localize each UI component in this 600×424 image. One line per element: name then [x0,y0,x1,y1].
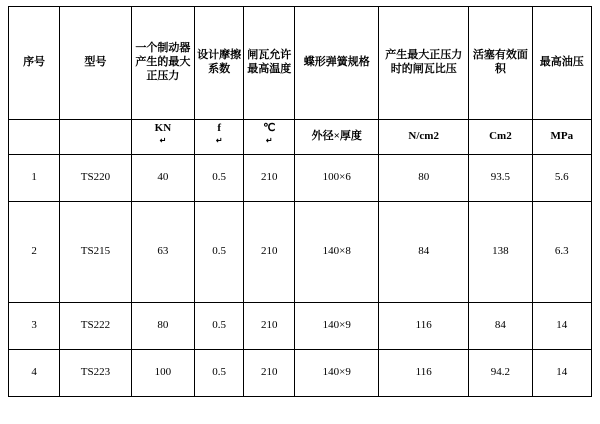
cell-area: 93.5 [469,155,532,202]
table-row [9,303,592,350]
cell-fric: 0.5 [195,155,244,202]
column-header-ratio: 产生最大正压力时的闸瓦比压 [379,7,469,120]
column-header-fric: 设计摩擦系数 [195,7,244,120]
cell-spring: 140×8 [295,202,379,303]
cell-press: 5.6 [532,155,591,202]
unit-cell-area: Cm2 [469,120,532,155]
unit-cell-spring: 外径×厚度 [295,120,379,155]
cell-spring: 140×9 [295,303,379,350]
cell-temp: 210 [244,202,295,303]
cell-temp: 210 [244,303,295,350]
column-header-press: 最高油压 [532,7,591,120]
cell-press: 6.3 [532,202,591,303]
cell-press: 14 [532,350,591,397]
cell-num: 1 [9,155,60,202]
cell-num: 4 [9,350,60,397]
cell-spring: 140×9 [295,350,379,397]
cell-num: 2 [9,202,60,303]
table-row [9,155,592,202]
cell-force: 63 [131,202,194,303]
brake-specification-table [8,6,592,397]
cell-ratio: 116 [379,303,469,350]
table-header-row-units [9,120,592,155]
table-header-row-main [9,7,592,120]
cell-fric: 0.5 [195,350,244,397]
cell-force: 40 [131,155,194,202]
cell-press: 14 [532,303,591,350]
column-header-force: 一个制动器产生的最大正压力 [131,7,194,120]
cell-ratio: 84 [379,202,469,303]
unit-cell-force: KN ↵ [131,120,194,155]
column-header-spring: 蝶形弹簧规格 [295,7,379,120]
cell-model: TS222 [60,303,132,350]
column-header-num: 序号 [9,7,60,120]
unit-cell-model [60,120,132,155]
cell-num: 3 [9,303,60,350]
unit-cell-temp: ℃ ↵ [244,120,295,155]
column-header-model: 型号 [60,7,132,120]
unit-cell-ratio: N/cm2 [379,120,469,155]
cell-temp: 210 [244,350,295,397]
unit-cell-press: MPa [532,120,591,155]
cell-model: TS220 [60,155,132,202]
unit-cell-num [9,120,60,155]
cell-fric: 0.5 [195,202,244,303]
paragraph-mark-icon: ↵ [215,135,223,145]
cell-ratio: 80 [379,155,469,202]
paragraph-mark-icon: ↵ [159,135,167,145]
table-row [9,350,592,397]
cell-temp: 210 [244,155,295,202]
unit-cell-fric: f ↵ [195,120,244,155]
table-row [9,202,592,303]
column-header-temp: 闸瓦允许最高温度 [244,7,295,120]
cell-area: 138 [469,202,532,303]
cell-model: TS223 [60,350,132,397]
cell-area: 94.2 [469,350,532,397]
cell-fric: 0.5 [195,303,244,350]
cell-spring: 100×6 [295,155,379,202]
cell-area: 84 [469,303,532,350]
column-header-area: 活塞有效面积 [469,7,532,120]
cell-ratio: 116 [379,350,469,397]
cell-force: 100 [131,350,194,397]
cell-force: 80 [131,303,194,350]
cell-model: TS215 [60,202,132,303]
paragraph-mark-icon: ↵ [265,135,273,145]
